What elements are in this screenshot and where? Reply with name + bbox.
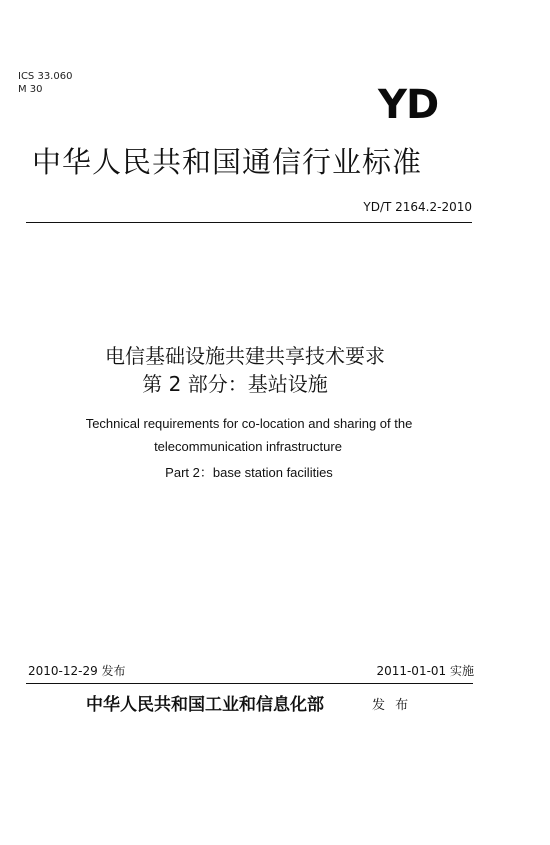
chinese-title-line-1: 电信基础设施共建共享技术要求 xyxy=(105,344,385,368)
issuing-authority: 中华人民共和国工业和信息化部 xyxy=(86,695,324,715)
yd-logo: YD xyxy=(378,82,439,128)
issue-date: 2010-12-29 发布 xyxy=(28,664,126,678)
standard-category-title: 中华人民共和国通信行业标准 xyxy=(32,145,423,179)
chinese-title-line-2: 第 2 部分：基站设施 xyxy=(142,372,328,396)
top-divider xyxy=(26,222,472,223)
implementation-date: 2011-01-01 实施 xyxy=(376,664,474,678)
standard-number: YD/T 2164.2-2010 xyxy=(363,200,472,214)
english-title-line-2: telecommunication infrastructure xyxy=(154,439,342,454)
ccs-code: M 30 xyxy=(18,84,43,95)
english-title-line-3: Part 2：base station facilities xyxy=(165,465,333,480)
ics-code: ICS 33.060 xyxy=(18,71,73,82)
classification-codes xyxy=(18,70,72,96)
bottom-divider xyxy=(26,683,473,684)
issued-by-label: 发 布 xyxy=(372,698,412,713)
english-title-line-1: Technical requirements for co-location and sharing of the xyxy=(85,416,413,431)
